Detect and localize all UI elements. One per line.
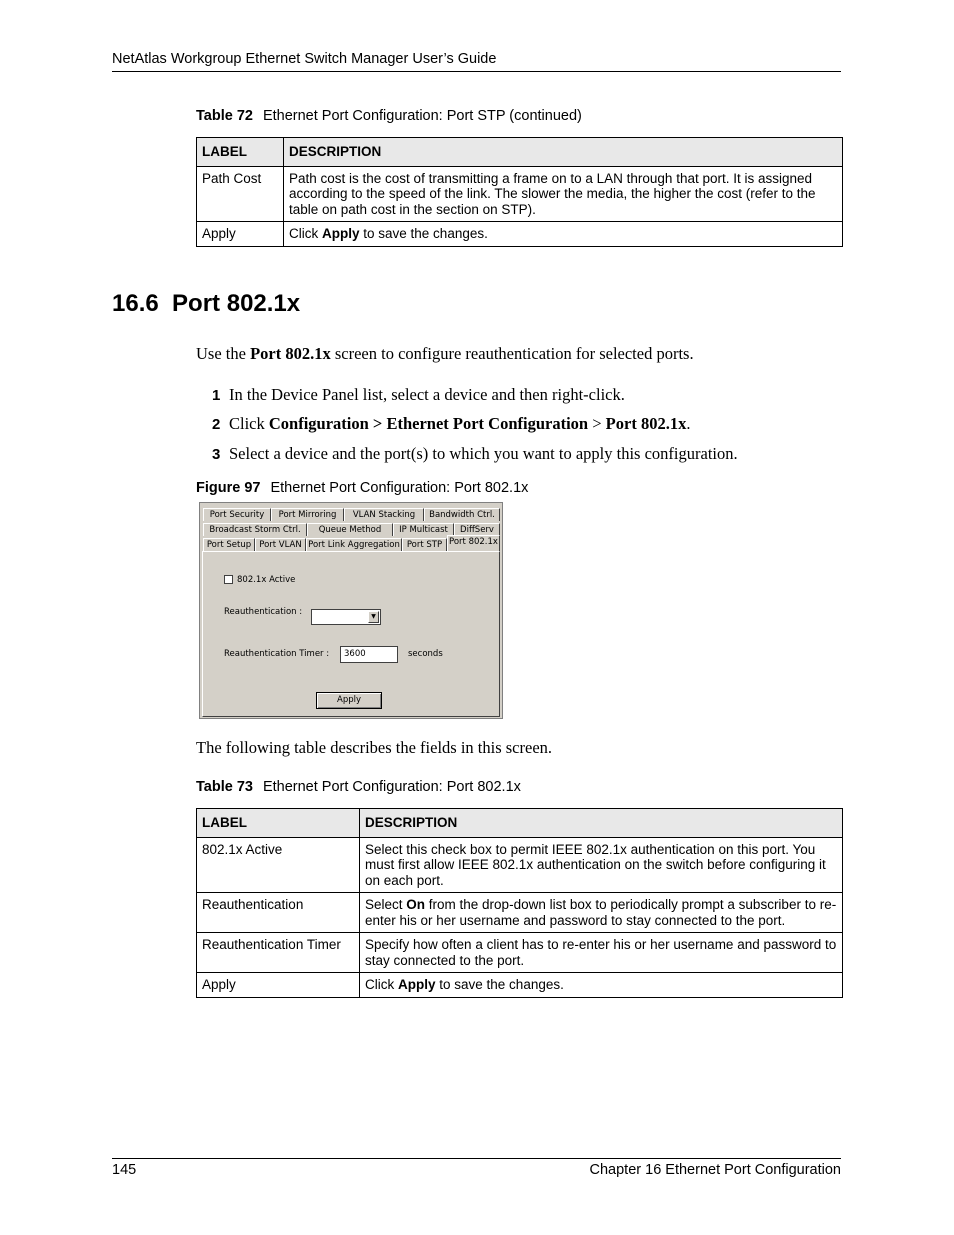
step-2 bbox=[212, 414, 690, 434]
step-bold: Port 802.1x bbox=[605, 414, 687, 433]
section-title: 16.6 Port 802.1x bbox=[112, 290, 301, 317]
tab-port-8021x[interactable]: Port 802.1x bbox=[447, 535, 500, 551]
table-row bbox=[197, 933, 843, 973]
page-number: 145 bbox=[112, 1162, 137, 1178]
table72-caption-label: Table 72 bbox=[196, 108, 253, 124]
table73-row2-desc bbox=[360, 893, 843, 933]
table72-row1-label: Path Cost bbox=[197, 166, 284, 222]
table73-caption-text: Ethernet Port Configuration: Port 802.1x bbox=[262, 779, 521, 795]
step-number: 3 bbox=[212, 446, 221, 463]
tab-broadcast-storm-ctrl[interactable]: Broadcast Storm Ctrl. bbox=[203, 523, 307, 536]
table-row bbox=[197, 973, 843, 998]
desc-text: Click bbox=[365, 977, 398, 992]
tab-port-stp[interactable]: Port STP bbox=[402, 538, 447, 551]
port-8021x-screenshot bbox=[199, 502, 503, 719]
table72-caption bbox=[196, 108, 582, 124]
table72-row2-label: Apply bbox=[197, 222, 284, 247]
figure97-caption-label: Figure 97 bbox=[196, 480, 261, 496]
tab-vlan-stacking[interactable]: VLAN Stacking bbox=[344, 508, 424, 521]
tab-port-setup[interactable]: Port Setup bbox=[203, 538, 255, 551]
table72-header-desc: DESCRIPTION bbox=[284, 138, 843, 167]
figure97-caption-text: Ethernet Port Configuration: Port 802.1x bbox=[270, 480, 529, 496]
table73-row3-label: Reauthentication Timer bbox=[197, 933, 360, 973]
table73-row4-desc bbox=[360, 973, 843, 998]
table-row bbox=[197, 222, 843, 247]
table73-row3-desc: Specify how often a client has to re-enter his or her username and password to stay connected to the port. bbox=[360, 933, 843, 973]
running-header: NetAtlas Workgroup Ethernet Switch Manager User’s Guide bbox=[112, 51, 497, 67]
desc-text: to save the changes. bbox=[359, 226, 488, 241]
step-text: > bbox=[588, 414, 606, 433]
following-text: The following table describes the fields in this screen. bbox=[196, 738, 553, 757]
table73-row4-label: Apply bbox=[197, 973, 360, 998]
table-row bbox=[197, 166, 843, 222]
step-bold: Configuration > Ethernet Port Configuration bbox=[268, 414, 589, 433]
timer-input[interactable]: 3600 bbox=[340, 646, 398, 663]
header-rule bbox=[112, 71, 841, 72]
table72-caption-text: Ethernet Port Configuration: Port STP (continued) bbox=[262, 108, 582, 124]
intro-bold: Port 802.1x bbox=[250, 344, 331, 363]
table-row bbox=[197, 893, 843, 933]
table-row bbox=[197, 837, 843, 893]
step-text: In the Device Panel list, select a device and then right-click. bbox=[229, 385, 625, 404]
timer-label: Reauthentication Timer : bbox=[224, 649, 330, 659]
step-text: . bbox=[686, 414, 691, 433]
table73 bbox=[196, 808, 843, 998]
tab-port-link-aggregation[interactable]: Port Link Aggregation bbox=[306, 538, 402, 551]
tab-port-mirroring[interactable]: Port Mirroring bbox=[271, 508, 344, 521]
footer-rule bbox=[112, 1158, 841, 1159]
tab-row-3 bbox=[203, 538, 501, 551]
tab-row-1 bbox=[203, 508, 501, 521]
tab-queue-method[interactable]: Queue Method bbox=[307, 523, 393, 536]
table72-header-label: LABEL bbox=[197, 138, 284, 167]
desc-text: to save the changes. bbox=[435, 977, 564, 992]
desc-text: Click bbox=[289, 226, 322, 241]
intro-text: screen to configure reauthentication for selected ports. bbox=[330, 344, 694, 363]
step-3 bbox=[212, 444, 738, 464]
active-label: 802.1x Active bbox=[237, 575, 296, 585]
desc-text: Select bbox=[365, 897, 407, 912]
table73-row1-desc: Select this check box to permit IEEE 802.1x authentication on this port. You must first allow IEEE 802.1x authentication on the switch before configuring it on each port. bbox=[360, 837, 843, 893]
desc-bold: Apply bbox=[398, 977, 436, 992]
table73-row2-label: Reauthentication bbox=[197, 893, 360, 933]
tab-port-security[interactable]: Port Security bbox=[203, 508, 271, 521]
tab-bandwidth-ctrl[interactable]: Bandwidth Ctrl. bbox=[424, 508, 500, 521]
chevron-down-icon[interactable]: ▼ bbox=[368, 611, 379, 623]
table72 bbox=[196, 137, 843, 247]
tab-ip-multicast[interactable]: IP Multicast bbox=[393, 523, 454, 536]
desc-bold: On bbox=[406, 897, 426, 912]
table73-row1-label: 802.1x Active bbox=[197, 837, 360, 893]
apply-button[interactable]: Apply bbox=[316, 692, 382, 709]
step-text: Click bbox=[229, 414, 269, 433]
tab-port-vlan[interactable]: Port VLAN bbox=[255, 538, 306, 551]
table72-row2-desc bbox=[284, 222, 843, 247]
chapter-title: Chapter 16 Ethernet Port Configuration bbox=[589, 1162, 841, 1178]
table73-caption-label: Table 73 bbox=[196, 779, 253, 795]
step-1 bbox=[212, 385, 625, 405]
reauth-label: Reauthentication : bbox=[224, 607, 303, 617]
step-text: Select a device and the port(s) to which you want to apply this configuration. bbox=[229, 444, 738, 463]
figure97-caption bbox=[196, 480, 528, 496]
reauth-select[interactable] bbox=[311, 609, 381, 625]
timer-unit: seconds bbox=[408, 649, 443, 659]
section-intro bbox=[196, 344, 694, 364]
step-number: 2 bbox=[212, 416, 221, 433]
desc-text: from the drop-down list box to periodically prompt a subscriber to re-enter his or her username and password to stay connected to the port. bbox=[365, 897, 837, 928]
table73-header-label: LABEL bbox=[197, 809, 360, 838]
tab-diffserv[interactable]: DiffServ bbox=[454, 523, 500, 536]
step-number: 1 bbox=[212, 387, 221, 404]
table73-caption bbox=[196, 779, 521, 795]
intro-text: Use the bbox=[196, 344, 251, 363]
table72-row1-desc: Path cost is the cost of transmitting a frame on to a LAN through that port. It is assigned according to the speed of the link. The slower the media, the higher the cost (refer to the table on path cost in the section on STP). bbox=[284, 166, 843, 222]
desc-bold: Apply bbox=[322, 226, 360, 241]
table73-header-desc: DESCRIPTION bbox=[360, 809, 843, 838]
active-checkbox[interactable] bbox=[224, 575, 233, 584]
